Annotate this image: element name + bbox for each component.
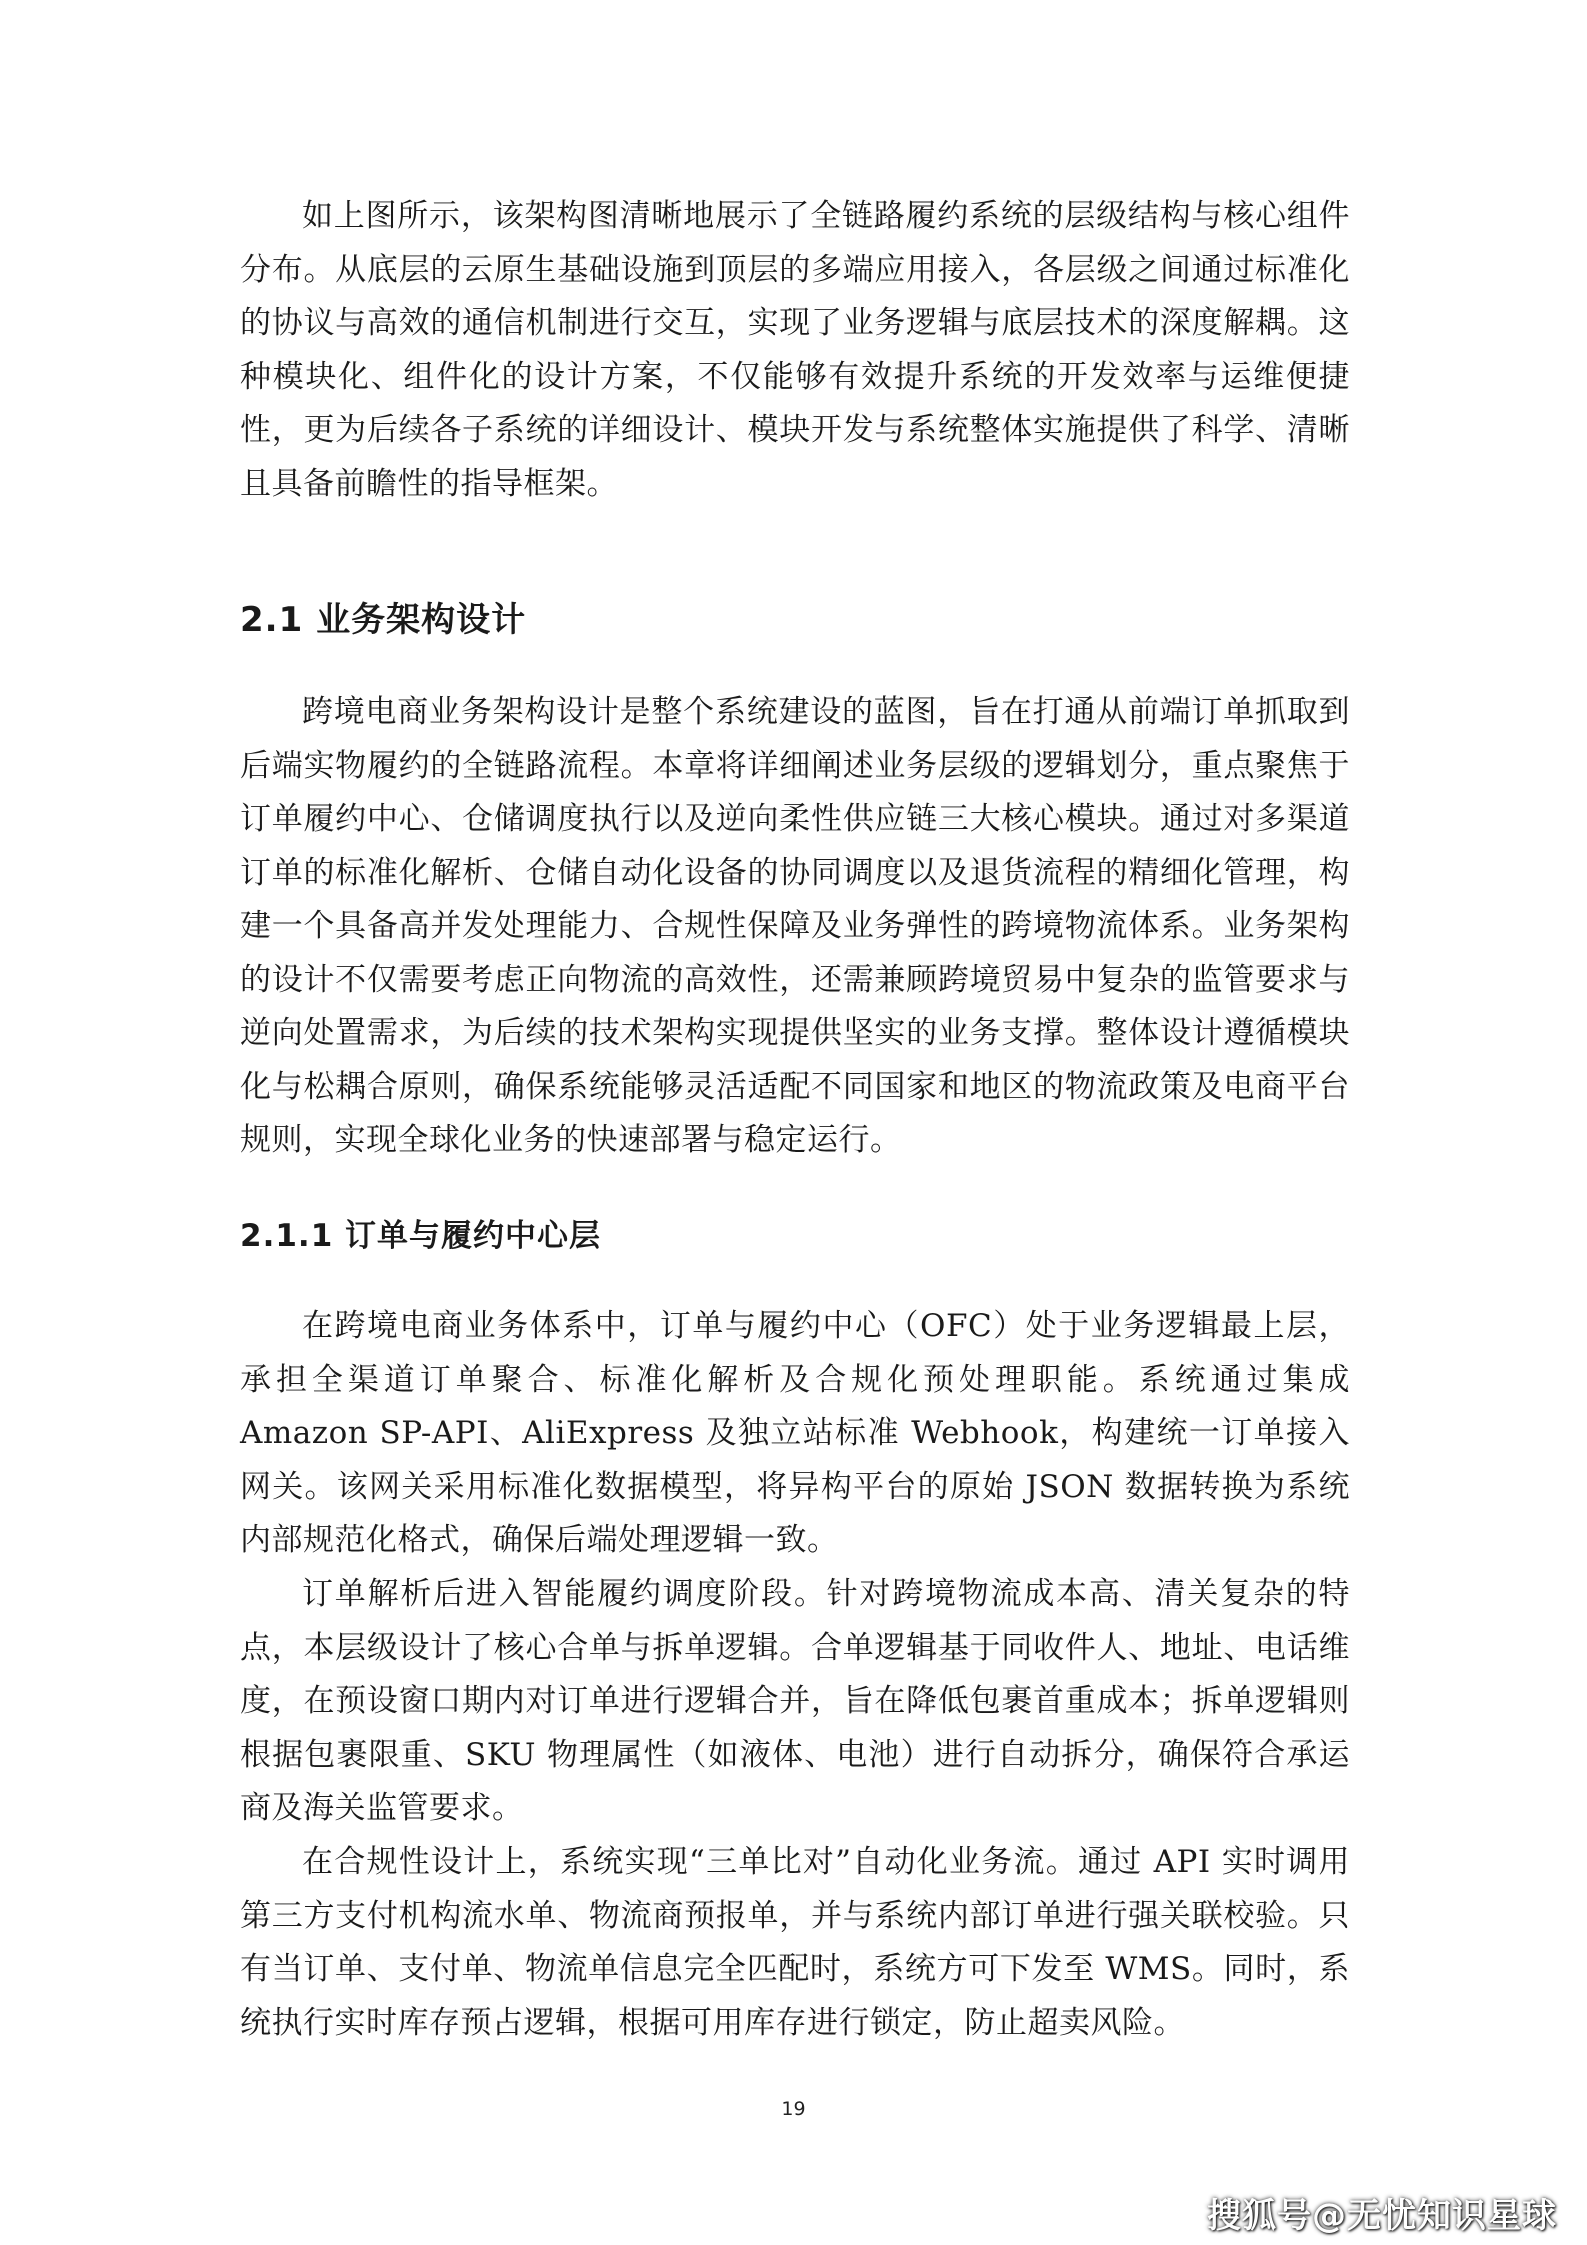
intro-paragraph: 如上图所示，该架构图清晰地展示了全链路履约系统的层级结构与核心组件分布。从底层的云原生基础设施到顶层的多端应用接入，各层级之间通过标准化的协议与高效的通信机制进行交互，实现了业务逻辑与底层技术的深度解耦。这种模块化、组件化的设计方案，不仅能够有效提升系统的开发效率与运维便捷性，更为后续各子系统的详细设计、模块开发与系统整体实施提供了科学、清晰且具备前瞻性的指导框架。	[240, 198, 1350, 502]
section-heading: 2.1 业务架构设计	[240, 600, 527, 640]
page-number: 19	[781, 2098, 806, 2120]
ofc-paragraph-3: 在合规性设计上，系统实现“三单比对”自动化业务流。通过 API 实时调用第三方支付机构流水单、物流商预报单，并与系统内部订单进行强关联校验。只有当订单、支付单、物流单信息完全匹配时，系统方可下发至 WMS。同时，系统执行实时库存预占逻辑，根据可用库存进行锁定，防止超卖风险。	[240, 1844, 1350, 2041]
watermark: 搜狐号@无忧知识星球	[1207, 2196, 1557, 2236]
ofc-paragraph-2: 订单解析后进入智能履约调度阶段。针对跨境物流成本高、清关复杂的特点，本层级设计了核心合单与拆单逻辑。合单逻辑基于同收件人、地址、电话维度，在预设窗口期内对订单进行逻辑合并，旨在降低包裹首重成本；拆单逻辑则根据包裹限重、SKU 物理属性（如液体、电池）进行自动拆分，确保符合承运商及海关监管要求。	[240, 1576, 1350, 1826]
section-paragraph: 跨境电商业务架构设计是整个系统建设的蓝图，旨在打通从前端订单抓取到后端实物履约的全链路流程。本章将详细阐述业务层级的逻辑划分，重点聚焦于订单履约中心、仓储调度执行以及逆向柔性供应链三大核心模块。通过对多渠道订单的标准化解析、仓储自动化设备的协同调度以及退货流程的精细化管理，构建一个具备高并发处理能力、合规性保障及业务弹性的跨境物流体系。业务架构的设计不仅需要考虑正向物流的高效性，还需兼顾跨境贸易中复杂的监管要求与逆向处置需求，为后续的技术架构实现提供坚实的业务支撑。整体设计遵循模块化与松耦合原则，确保系统能够灵活适配不同国家和地区的物流政策及电商平台规则，实现全球化业务的快速部署与稳定运行。	[240, 694, 1350, 1158]
subsection-heading: 2.1.1 订单与履约中心层	[240, 1218, 602, 1254]
ofc-paragraph-1: 在跨境电商业务体系中，订单与履约中心（OFC）处于业务逻辑最上层，承担全渠道订单聚合、标准化解析及合规化预处理职能。系统通过集成 Amazon SP-API、AliExpress 及独立站标准 Webhook，构建统一订单接入网关。该网关采用标准化数据模型，将异构平台的原始 JSON 数据转换为系统内部规范化格式，确保后端处理逻辑一致。	[240, 1308, 1350, 1558]
